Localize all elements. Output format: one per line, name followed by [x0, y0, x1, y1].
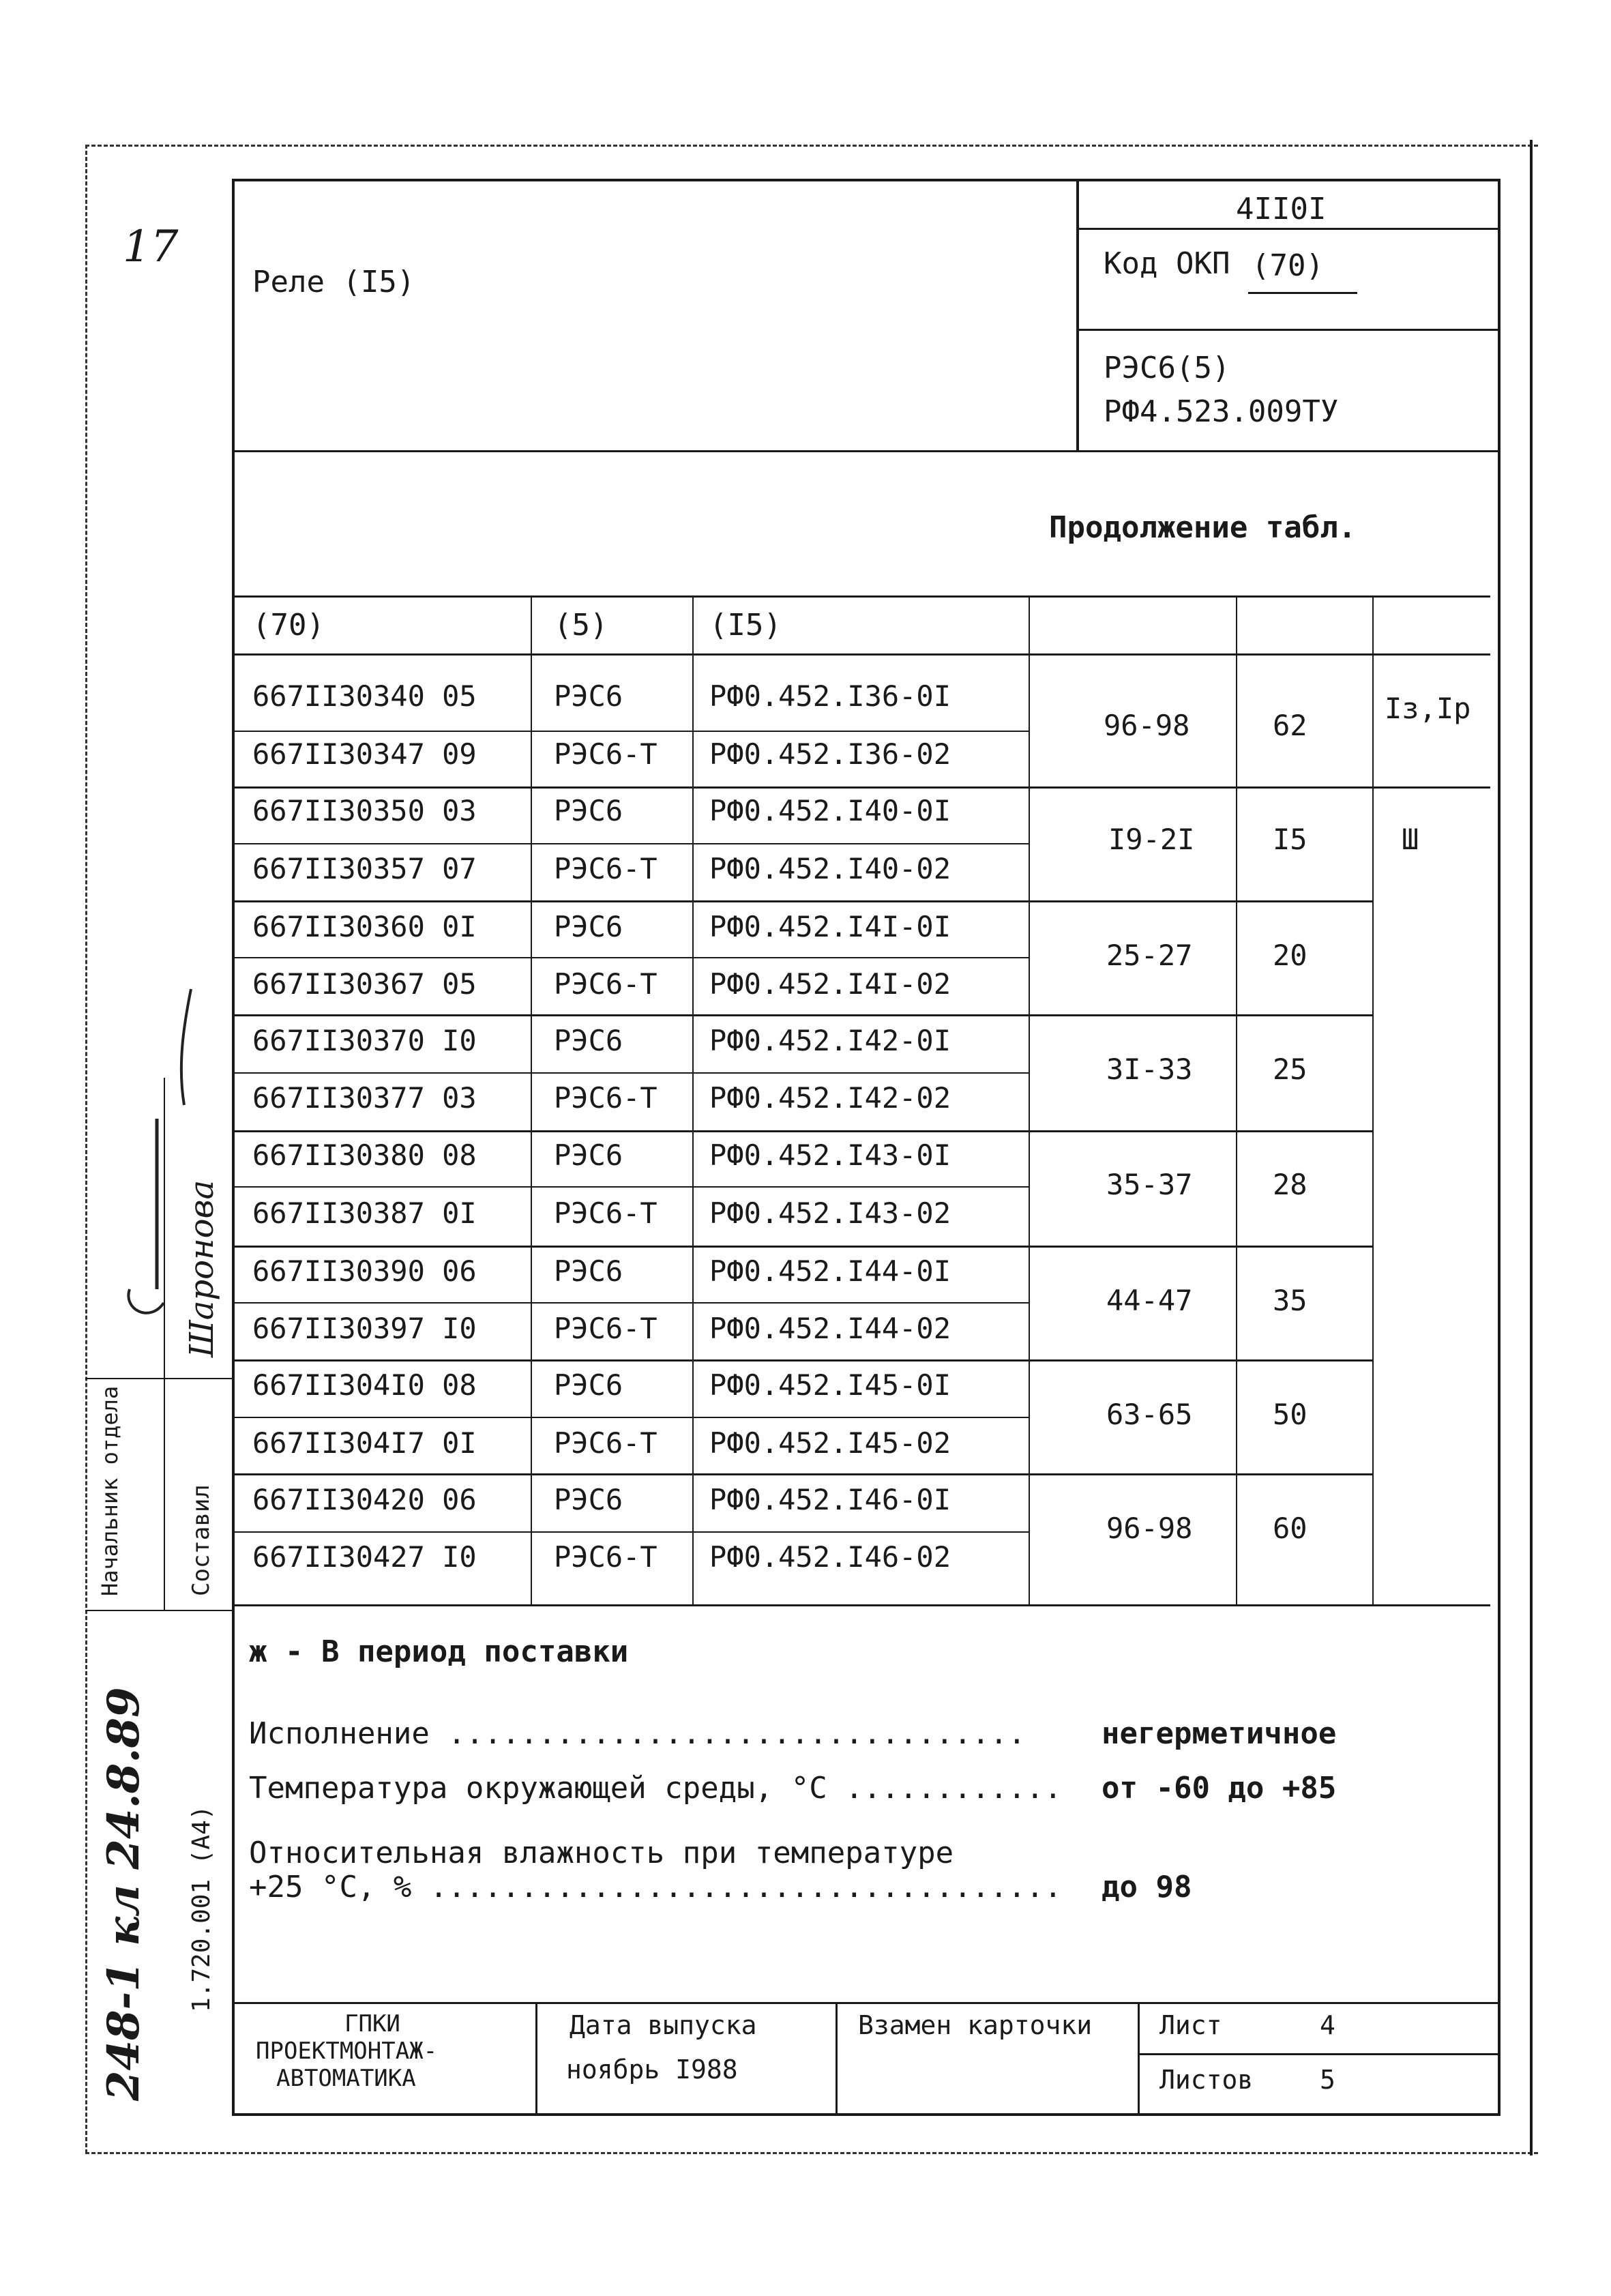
row-line — [232, 1186, 1030, 1188]
row-type: РЭС6 — [554, 794, 623, 827]
group-code: 4II0I — [1236, 192, 1327, 226]
row-code: 667II30390 06 — [252, 1254, 477, 1288]
table-top-line — [232, 595, 1490, 598]
group-range: 96-98 — [1106, 1512, 1193, 1545]
row-passport: РФ0.452.I4I-02 — [709, 967, 951, 1001]
group-range: 63-65 — [1106, 1398, 1193, 1431]
outer-border-right — [1530, 140, 1533, 2155]
note-label: Температура окружающей среды, °C ............ — [249, 1771, 1063, 1806]
row-code: 667II30387 0I — [252, 1196, 477, 1230]
row-type: РЭС6-Т — [554, 1081, 657, 1115]
group-range: 35-37 — [1106, 1168, 1193, 1201]
row-code: 667II30367 05 — [252, 967, 477, 1001]
col-line-5 — [1372, 595, 1374, 1605]
group-range: 96-98 — [1104, 709, 1190, 742]
row-type: РЭС6-Т — [554, 852, 657, 885]
row-type: РЭС6-Т — [554, 737, 657, 771]
row-passport: РФ0.452.I40-02 — [709, 852, 951, 885]
row-code: 667II30370 I0 — [252, 1024, 477, 1057]
row-code: 667II30347 09 — [252, 737, 477, 771]
registration-stamp: 248-1 кл 24.8.89 — [98, 1687, 149, 2101]
row-line — [232, 957, 1030, 958]
row-line — [232, 731, 1030, 732]
sheets-label: Листов — [1159, 2065, 1254, 2095]
col-line-2 — [692, 595, 694, 1605]
table-header-bottom — [232, 653, 1490, 656]
compiled-by-label: Составил — [188, 1484, 215, 1596]
row-type: РЭС6-Т — [554, 1426, 657, 1460]
col-line-4 — [1236, 595, 1237, 1605]
row-type: РЭС6-Т — [554, 1196, 657, 1230]
row-code: 667II30357 07 — [252, 852, 477, 885]
row-code: 667II30350 03 — [252, 794, 477, 827]
group-value: 62 — [1273, 709, 1307, 742]
okp-underline — [1248, 292, 1357, 294]
footer-org-line: ПРОЕКТМОНТАЖ- — [256, 2037, 438, 2065]
date-label: Дата выпуска — [570, 2010, 757, 2040]
row-passport: РФ0.452.I45-02 — [709, 1426, 951, 1460]
row-passport: РФ0.452.I36-0I — [709, 679, 951, 713]
group-value: 25 — [1273, 1053, 1307, 1086]
author-signature: Шаронова — [183, 1179, 221, 1357]
row-code: 667II30420 06 — [252, 1483, 477, 1516]
group-value: 50 — [1273, 1398, 1307, 1431]
group-line — [232, 900, 1372, 902]
row-passport: РФ0.452.I44-02 — [709, 1312, 951, 1345]
row-type: РЭС6 — [554, 1368, 623, 1402]
footer-col-2 — [836, 2002, 838, 2115]
row-type: РЭС6 — [554, 1138, 623, 1172]
group-value: 35 — [1273, 1284, 1307, 1317]
footnote: ж - В период поставки — [249, 1634, 629, 1669]
row-code: 667II30397 I0 — [252, 1312, 477, 1345]
row-type: РЭС6-Т — [554, 1312, 657, 1345]
col-line-1 — [531, 595, 532, 1605]
group-line — [232, 1246, 1372, 1248]
sheet-value: 4 — [1320, 2010, 1335, 2040]
group-line — [232, 1014, 1372, 1016]
row-passport: РФ0.452.I36-02 — [709, 737, 951, 771]
group-line — [232, 1130, 1372, 1132]
row-passport: РФ0.452.I44-0I — [709, 1254, 951, 1288]
footer-col-3 — [1138, 2002, 1140, 2115]
row-passport: РФ0.452.I4I-0I — [709, 910, 951, 943]
group-range: I9-2I — [1108, 823, 1195, 856]
footer-org-line: ГПКИ — [344, 2010, 400, 2037]
row-passport: РФ0.452.I43-0I — [709, 1138, 951, 1172]
form-number: 1.720.001 (А4) — [188, 1805, 216, 2012]
header-line-2 — [1076, 329, 1501, 331]
row-code: 667II30427 I0 — [252, 1540, 477, 1574]
row-line — [232, 1072, 1030, 1074]
footer-col-1 — [535, 2002, 537, 2115]
footer-top-line — [232, 2002, 1501, 2004]
row-code: 667II30380 08 — [252, 1138, 477, 1172]
row-passport: РФ0.452.I46-02 — [709, 1540, 951, 1574]
note-label: +25 °C, % ................................... — [249, 1870, 1063, 1904]
signature-marks — [82, 982, 239, 1392]
note-label: Исполнение ................................ — [249, 1716, 1026, 1751]
row-passport: РФ0.452.I40-0I — [709, 794, 951, 827]
row-type: РЭС6-Т — [554, 967, 657, 1001]
side-strip-bottom — [85, 1610, 232, 1611]
row-code: 667II30360 0I — [252, 910, 477, 943]
header-title: Реле (I5) — [252, 265, 415, 299]
note-value: негерметичное — [1102, 1716, 1337, 1751]
group-value: 60 — [1273, 1512, 1307, 1545]
row-passport: РФ0.452.I42-0I — [709, 1024, 951, 1057]
group-mark: Iз,Iр — [1385, 692, 1471, 725]
row-passport: РФ0.452.I43-02 — [709, 1196, 951, 1230]
row-type: РЭС6 — [554, 910, 623, 943]
device-spec: РФ4.523.009ТУ — [1104, 394, 1339, 429]
group-range: 3I-33 — [1106, 1053, 1193, 1086]
group-line — [232, 786, 1490, 789]
group-value: I5 — [1273, 823, 1307, 856]
group-line — [232, 1473, 1372, 1475]
row-passport: РФ0.452.I46-0I — [709, 1483, 951, 1516]
col-line-3 — [1029, 595, 1030, 1605]
row-line — [232, 1531, 1030, 1533]
row-type: РЭС6-Т — [554, 1540, 657, 1574]
group-range: 25-27 — [1106, 939, 1193, 972]
note-value: до 98 — [1102, 1870, 1192, 1904]
row-code: 667II30340 05 — [252, 679, 477, 713]
row-line — [232, 843, 1030, 844]
page-number: 17 — [123, 222, 179, 272]
head-of-department-label: Начальник отдела — [97, 1385, 123, 1596]
sheet-label: Лист — [1159, 2010, 1222, 2040]
col-header-code: (70) — [252, 608, 325, 643]
row-type: РЭС6 — [554, 679, 623, 713]
group-range: 44-47 — [1106, 1284, 1193, 1317]
group-mark: Ш — [1402, 823, 1419, 856]
sheets-value: 5 — [1320, 2065, 1335, 2095]
row-passport: РФ0.452.I45-0I — [709, 1368, 951, 1402]
group-value: 20 — [1273, 939, 1307, 972]
table-bottom-line — [232, 1604, 1490, 1606]
device-type: РЭС6(5) — [1104, 351, 1230, 385]
header-divider — [1076, 179, 1079, 452]
note-value: от -60 до +85 — [1102, 1771, 1337, 1806]
row-code: 667II304I0 08 — [252, 1368, 477, 1402]
col-header-type: (5) — [554, 608, 608, 643]
col-header-passport: (I5) — [709, 608, 782, 643]
note-label: Относительная влажность при температуре — [249, 1836, 954, 1870]
footer-org-line: АВТОМАТИКА — [276, 2065, 416, 2092]
replace-label: Взамен карточки — [858, 2010, 1093, 2040]
row-type: РЭС6 — [554, 1483, 623, 1516]
row-code: 667II304I7 0I — [252, 1426, 477, 1460]
continuation-label: Продолжение табл. — [1049, 510, 1357, 545]
row-type: РЭС6 — [554, 1254, 623, 1288]
outer-border-bottom — [85, 2152, 1538, 2154]
date-value: ноябрь I988 — [566, 2055, 738, 2085]
header-line-1 — [1076, 228, 1501, 230]
outer-border-top — [85, 145, 1538, 147]
okp-label: Код ОКП — [1104, 246, 1230, 281]
row-code: 667II30377 03 — [252, 1081, 477, 1115]
row-line — [232, 1302, 1030, 1304]
footer-sheet-line — [1138, 2053, 1501, 2055]
row-type: РЭС6 — [554, 1024, 623, 1057]
header-bottom-line — [232, 450, 1501, 452]
okp-code: (70) — [1252, 248, 1324, 283]
group-line — [232, 1359, 1372, 1362]
row-passport: РФ0.452.I42-02 — [709, 1081, 951, 1115]
group-value: 28 — [1273, 1168, 1307, 1201]
row-line — [232, 1417, 1030, 1418]
